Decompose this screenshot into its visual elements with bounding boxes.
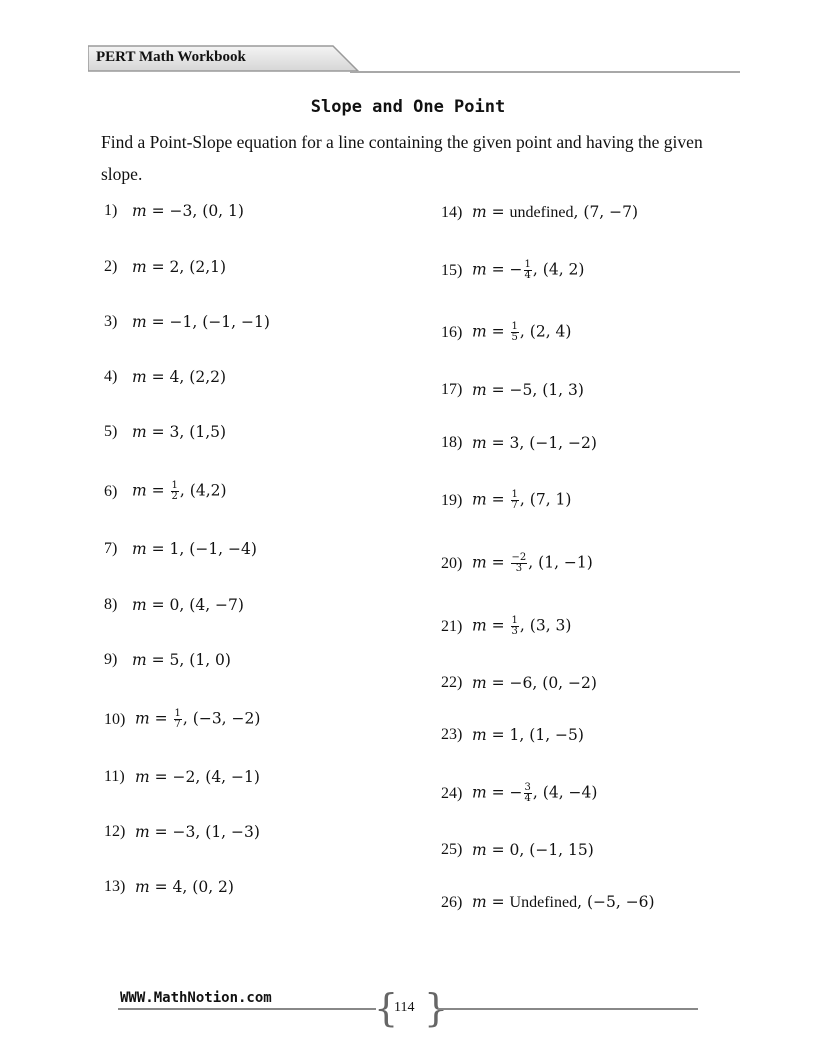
equation bbox=[472, 616, 571, 637]
separator-comma: , bbox=[179, 423, 190, 441]
equals-sign: = bbox=[146, 313, 170, 331]
problem-number: 16) bbox=[441, 323, 463, 341]
point-coordinates: (−5, −6) bbox=[586, 893, 655, 911]
equation bbox=[132, 313, 270, 331]
problem-item bbox=[441, 203, 638, 222]
point-coordinates: (4,2) bbox=[189, 481, 227, 500]
point-coordinates: (2,2) bbox=[189, 368, 227, 386]
problem-number: 17) bbox=[441, 381, 463, 398]
equals-sign: = bbox=[146, 368, 170, 386]
fraction-denominator: 7 bbox=[511, 500, 518, 511]
section-title: Slope and One Point bbox=[310, 97, 506, 117]
problem-item bbox=[441, 260, 584, 281]
slope-value: −2 bbox=[172, 768, 196, 786]
problem-number: 6) bbox=[104, 482, 118, 500]
slope-fraction bbox=[511, 616, 519, 637]
fraction-numerator: −2 bbox=[511, 552, 527, 563]
separator-comma: , bbox=[577, 893, 587, 911]
slope-variable: m bbox=[472, 322, 487, 341]
point-coordinates: (4, 2) bbox=[542, 260, 585, 279]
point-coordinates: (4, −7) bbox=[189, 596, 244, 614]
slope-variable: m bbox=[472, 260, 487, 279]
slope-variable: m bbox=[135, 823, 150, 841]
instructions: Find a Point-Slope equation for a line containing the given point and having the given slope. bbox=[101, 132, 703, 184]
point-coordinates: (4, −4) bbox=[542, 783, 598, 802]
equation bbox=[472, 203, 638, 222]
equation bbox=[472, 726, 584, 744]
point-coordinates: (2,1) bbox=[189, 258, 227, 276]
slope-fraction bbox=[171, 481, 179, 502]
fraction-denominator: 4 bbox=[524, 793, 531, 804]
equals-sign: = bbox=[149, 823, 173, 841]
separator-comma: , bbox=[182, 709, 193, 728]
problem-number: 24) bbox=[441, 784, 463, 802]
equation bbox=[135, 878, 234, 896]
separator-comma: , bbox=[519, 726, 530, 744]
separator-comma: , bbox=[195, 823, 206, 841]
equals-sign: = bbox=[486, 893, 510, 911]
separator-comma: , bbox=[519, 434, 530, 452]
problem-item bbox=[441, 381, 584, 399]
problem-item bbox=[104, 481, 227, 502]
separator-comma: , bbox=[179, 596, 190, 614]
fraction-denominator: 3 bbox=[515, 563, 523, 574]
separator-comma: , bbox=[519, 841, 530, 859]
problem-item bbox=[441, 616, 571, 637]
equation bbox=[132, 423, 226, 441]
equals-sign: = bbox=[146, 651, 170, 669]
slope-variable: m bbox=[472, 490, 487, 509]
problem-item bbox=[441, 322, 571, 343]
problem-number: 8) bbox=[104, 596, 118, 613]
fraction-numerator: 3 bbox=[524, 782, 531, 793]
equation bbox=[132, 368, 226, 386]
slope-variable: m bbox=[472, 616, 487, 635]
equation bbox=[472, 322, 571, 343]
slope-value: 5 bbox=[169, 651, 180, 669]
fraction-denominator: 2 bbox=[171, 491, 178, 502]
problem-number: 12) bbox=[104, 823, 126, 840]
fraction-numerator: 1 bbox=[511, 489, 518, 500]
equals-sign: = bbox=[146, 540, 170, 558]
problem-number: 18) bbox=[441, 434, 463, 451]
equals-sign: = bbox=[486, 726, 510, 744]
slope-variable: m bbox=[472, 674, 487, 692]
equals-sign: = bbox=[146, 202, 170, 220]
slope-variable: m bbox=[472, 841, 487, 859]
equation bbox=[132, 651, 231, 669]
separator-comma: , bbox=[179, 368, 190, 386]
separator-comma: , bbox=[179, 258, 190, 276]
equation bbox=[472, 490, 571, 511]
equals-sign: = bbox=[149, 878, 173, 896]
slope-variable: m bbox=[472, 783, 487, 802]
slope-variable: m bbox=[132, 202, 147, 220]
fraction-numerator: 1 bbox=[524, 259, 531, 270]
slope-fraction bbox=[524, 260, 532, 281]
problem-item bbox=[104, 423, 226, 441]
equals-sign: = bbox=[146, 596, 170, 614]
equation bbox=[135, 709, 260, 730]
equals-sign: = bbox=[149, 768, 173, 786]
separator-comma: , bbox=[179, 651, 190, 669]
equals-sign: = bbox=[486, 322, 510, 341]
problem-number: 20) bbox=[441, 554, 463, 572]
point-coordinates: (7, −7) bbox=[583, 203, 639, 221]
problem-number: 1) bbox=[104, 202, 118, 219]
slope-value: 4 bbox=[172, 878, 183, 896]
problem-item bbox=[104, 596, 244, 614]
slope-variable: m bbox=[135, 709, 150, 728]
slope-variable: m bbox=[132, 313, 147, 331]
problem-item bbox=[104, 258, 226, 276]
equals-sign: = bbox=[146, 258, 170, 276]
separator-comma: , bbox=[573, 203, 584, 221]
slope-value: −5 bbox=[509, 381, 533, 399]
equals-sign: = bbox=[486, 434, 510, 452]
problem-number: 9) bbox=[104, 651, 118, 668]
footer-rule-left bbox=[118, 1008, 376, 1010]
problem-number: 23) bbox=[441, 726, 463, 743]
problem-number: 26) bbox=[441, 893, 463, 911]
point-coordinates: (1, −5) bbox=[529, 726, 584, 744]
point-coordinates: (3, 3) bbox=[529, 616, 572, 635]
problem-number: 11) bbox=[104, 768, 125, 785]
fraction-numerator: 1 bbox=[174, 708, 181, 719]
problem-item bbox=[441, 726, 584, 744]
problem-number: 7) bbox=[104, 540, 118, 557]
equals-sign: = bbox=[486, 381, 510, 399]
problem-number: 10) bbox=[104, 710, 126, 728]
slope-fraction bbox=[524, 783, 532, 804]
equation bbox=[132, 481, 227, 502]
page-number: 114 bbox=[394, 1000, 415, 1015]
slope-value: 0 bbox=[509, 841, 520, 859]
slope-value: 1 bbox=[509, 726, 520, 744]
slope-variable: m bbox=[472, 553, 487, 572]
fraction-denominator: 3 bbox=[511, 626, 518, 637]
point-coordinates: (4, −1) bbox=[205, 768, 260, 786]
equation bbox=[472, 783, 597, 804]
equation bbox=[132, 596, 244, 614]
slope-variable: m bbox=[132, 596, 147, 614]
fraction-denominator: 4 bbox=[524, 270, 531, 281]
separator-comma: , bbox=[179, 481, 190, 500]
problem-item bbox=[441, 553, 593, 574]
problem-item bbox=[441, 490, 571, 511]
equals-sign: = bbox=[486, 490, 510, 509]
slope-variable: m bbox=[472, 726, 487, 744]
separator-comma: , bbox=[195, 768, 206, 786]
point-coordinates: (1, 0) bbox=[189, 651, 231, 669]
slope-variable: m bbox=[472, 381, 487, 399]
equation bbox=[135, 768, 260, 786]
equation bbox=[132, 540, 257, 558]
equation bbox=[472, 260, 584, 281]
problem-item bbox=[104, 540, 257, 558]
slope-variable: m bbox=[132, 368, 147, 386]
slope-text: Undefined bbox=[509, 894, 578, 911]
header-rule bbox=[350, 71, 740, 73]
equals-sign: = bbox=[486, 616, 510, 635]
slope-variable: m bbox=[472, 434, 487, 452]
equation bbox=[472, 893, 655, 912]
equation bbox=[472, 381, 584, 399]
slope-fraction bbox=[511, 553, 528, 574]
fraction-numerator: 1 bbox=[511, 615, 518, 626]
equation bbox=[135, 823, 260, 841]
slope-value: −3 bbox=[169, 202, 193, 220]
slope-value: 0 bbox=[169, 596, 180, 614]
equation bbox=[472, 841, 594, 859]
point-coordinates: (1,5) bbox=[189, 423, 227, 441]
equals-sign: = bbox=[486, 783, 510, 802]
separator-comma: , bbox=[519, 322, 530, 341]
slope-variable: m bbox=[135, 768, 150, 786]
point-coordinates: (−1, −2) bbox=[529, 434, 597, 452]
equals-sign: = bbox=[149, 709, 173, 728]
equation bbox=[132, 202, 244, 220]
point-coordinates: (1, 3) bbox=[542, 381, 584, 399]
problem-number: 3) bbox=[104, 313, 118, 330]
footer-website: WWW.MathNotion.com bbox=[120, 990, 272, 1006]
equals-sign: = bbox=[486, 841, 510, 859]
point-coordinates: (−3, −2) bbox=[192, 709, 261, 728]
minus-sign: − bbox=[509, 783, 523, 802]
problem-item bbox=[104, 651, 231, 669]
point-coordinates: (7, 1) bbox=[529, 490, 572, 509]
slope-value: 3 bbox=[169, 423, 180, 441]
slope-variable: m bbox=[132, 540, 147, 558]
point-coordinates: (1, −3) bbox=[205, 823, 260, 841]
slope-variable: m bbox=[132, 423, 147, 441]
workbook-title: PERT Math Workbook bbox=[96, 49, 246, 65]
separator-comma: , bbox=[179, 540, 190, 558]
equals-sign: = bbox=[146, 423, 170, 441]
equation bbox=[472, 434, 597, 452]
point-coordinates: (2, 4) bbox=[529, 322, 572, 341]
slope-value: 1 bbox=[169, 540, 180, 558]
slope-variable: m bbox=[132, 481, 147, 500]
equation bbox=[472, 553, 593, 574]
separator-comma: , bbox=[519, 616, 530, 635]
fraction-denominator: 5 bbox=[511, 332, 518, 343]
problem-item bbox=[441, 434, 597, 452]
left-brace-icon: { bbox=[374, 986, 399, 1030]
slope-variable: m bbox=[132, 651, 147, 669]
slope-text: undefined bbox=[509, 204, 574, 221]
separator-comma: , bbox=[192, 313, 203, 331]
slope-value: 4 bbox=[169, 368, 180, 386]
problem-item bbox=[441, 783, 597, 804]
problem-item bbox=[441, 893, 655, 912]
equals-sign: = bbox=[486, 553, 510, 572]
slope-value: 2 bbox=[169, 258, 180, 276]
point-coordinates: (−1, 15) bbox=[529, 841, 594, 859]
problem-item bbox=[104, 823, 260, 841]
point-coordinates: (0, 2) bbox=[192, 878, 234, 896]
problem-number: 15) bbox=[441, 261, 463, 279]
equation bbox=[472, 674, 597, 692]
separator-comma: , bbox=[519, 490, 530, 509]
separator-comma: , bbox=[192, 202, 203, 220]
separator-comma: , bbox=[532, 783, 543, 802]
separator-comma: , bbox=[528, 553, 539, 572]
problem-number: 2) bbox=[104, 258, 118, 275]
fraction-numerator: 1 bbox=[511, 321, 518, 332]
separator-comma: , bbox=[182, 878, 193, 896]
slope-value: 3 bbox=[509, 434, 520, 452]
problem-item bbox=[104, 368, 226, 386]
slope-variable: m bbox=[132, 258, 147, 276]
problem-number: 4) bbox=[104, 368, 118, 385]
problem-number: 13) bbox=[104, 878, 126, 895]
slope-value: −6 bbox=[509, 674, 533, 692]
slope-variable: m bbox=[135, 878, 150, 896]
point-coordinates: (1, −1) bbox=[538, 553, 593, 572]
problem-item bbox=[104, 313, 270, 331]
slope-fraction bbox=[174, 709, 182, 730]
slope-value: −3 bbox=[172, 823, 196, 841]
slope-fraction bbox=[511, 490, 519, 511]
equals-sign: = bbox=[486, 674, 510, 692]
footer-rule-right bbox=[438, 1008, 698, 1010]
equals-sign: = bbox=[486, 203, 510, 221]
point-coordinates: (0, −2) bbox=[542, 674, 597, 692]
minus-sign: − bbox=[509, 260, 523, 279]
problem-number: 5) bbox=[104, 423, 118, 440]
slope-value: −1 bbox=[169, 313, 193, 331]
problem-number: 19) bbox=[441, 491, 463, 509]
slope-variable: m bbox=[472, 203, 487, 221]
fraction-denominator: 7 bbox=[174, 719, 181, 730]
problem-item bbox=[441, 674, 597, 692]
problem-item bbox=[441, 841, 594, 859]
problem-item bbox=[104, 709, 260, 730]
point-coordinates: (−1, −4) bbox=[189, 540, 257, 558]
problem-number: 25) bbox=[441, 841, 463, 858]
equals-sign: = bbox=[486, 260, 510, 279]
right-brace-icon: } bbox=[424, 986, 449, 1030]
separator-comma: , bbox=[532, 674, 543, 692]
point-coordinates: (0, 1) bbox=[202, 202, 244, 220]
problem-item bbox=[104, 878, 234, 896]
slope-variable: m bbox=[472, 893, 487, 911]
separator-comma: , bbox=[532, 260, 543, 279]
point-coordinates: (−1, −1) bbox=[202, 313, 270, 331]
problem-item bbox=[104, 768, 260, 786]
problem-item bbox=[104, 202, 244, 220]
problem-number: 14) bbox=[441, 203, 463, 221]
equals-sign: = bbox=[146, 481, 170, 500]
separator-comma: , bbox=[532, 381, 543, 399]
slope-fraction bbox=[511, 322, 519, 343]
problem-number: 21) bbox=[441, 617, 463, 635]
fraction-numerator: 1 bbox=[171, 480, 178, 491]
problem-number: 22) bbox=[441, 674, 463, 691]
equation bbox=[132, 258, 226, 276]
